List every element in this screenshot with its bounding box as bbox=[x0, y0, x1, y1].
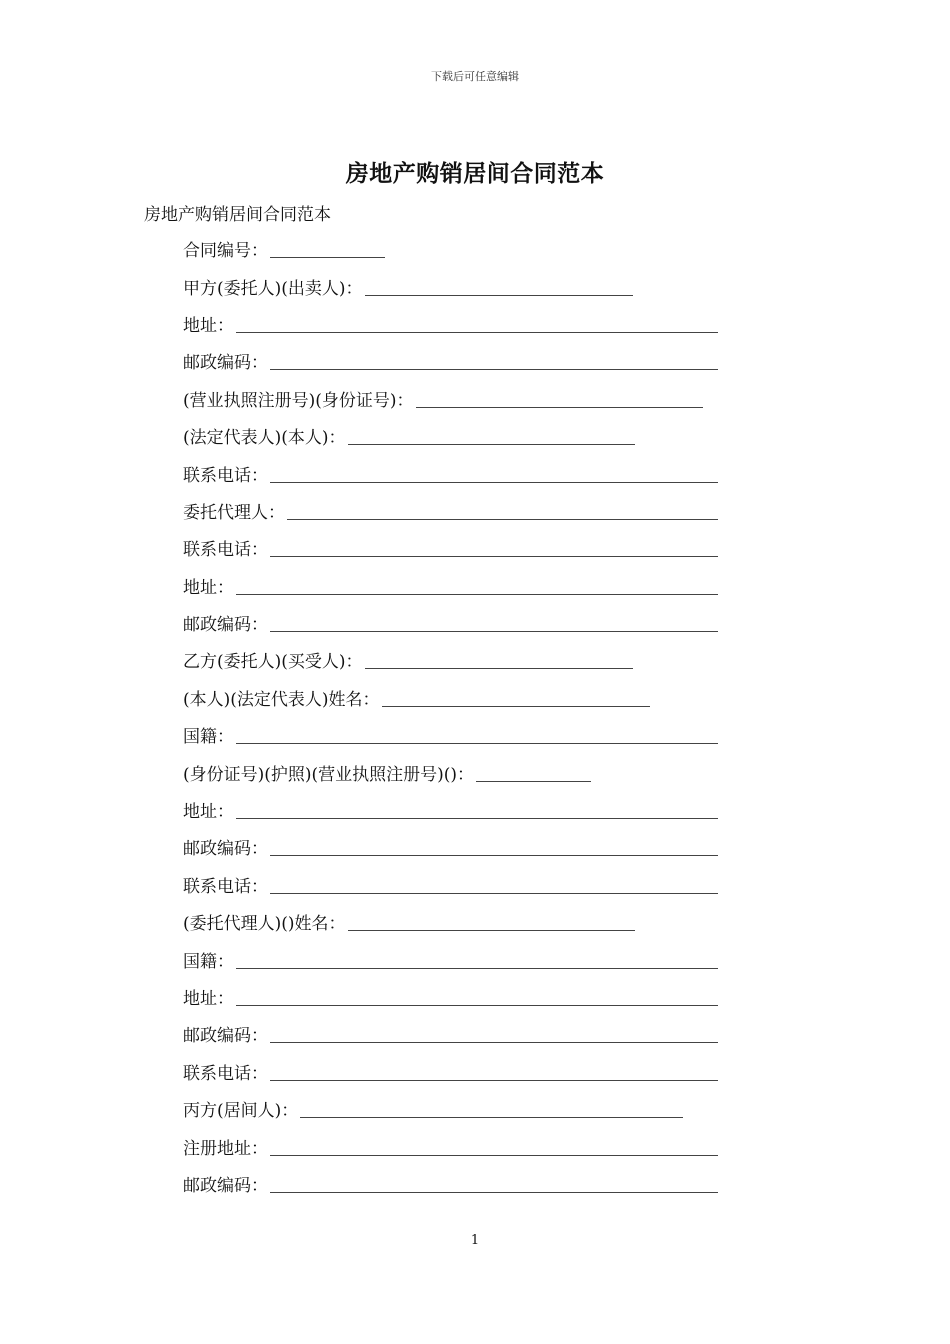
field-label: 合同编号： bbox=[183, 241, 268, 262]
contract-field-row bbox=[183, 978, 723, 1015]
field-label: 地址： bbox=[183, 802, 234, 823]
contract-field-row bbox=[183, 230, 723, 267]
fill-in-blank-line bbox=[270, 875, 718, 894]
field-label: 联系电话： bbox=[183, 1063, 268, 1084]
fill-in-blank-line bbox=[236, 314, 718, 333]
contract-field-row bbox=[183, 940, 723, 977]
field-label: 地址： bbox=[183, 989, 234, 1009]
fill-in-blank-line bbox=[287, 501, 718, 520]
fill-in-blank-line bbox=[270, 1137, 718, 1156]
field-label: 邮政编码： bbox=[183, 839, 268, 860]
fill-in-blank-line bbox=[348, 426, 635, 445]
fill-in-blank-line bbox=[416, 389, 703, 408]
contract-field-row bbox=[183, 342, 723, 379]
field-label: 乙方(委托人)(买受人)： bbox=[183, 652, 363, 673]
contract-field-row bbox=[183, 716, 723, 753]
contract-field-row bbox=[183, 305, 723, 342]
field-label: 联系电话： bbox=[183, 465, 268, 486]
fill-in-blank-line bbox=[382, 688, 650, 707]
field-label: 邮政编码： bbox=[183, 1026, 268, 1047]
contract-field-row bbox=[183, 791, 723, 828]
fill-in-blank-line bbox=[270, 1174, 718, 1193]
contract-field-row bbox=[183, 828, 723, 865]
field-label: 邮政编码： bbox=[183, 1175, 268, 1196]
field-label: 地址： bbox=[183, 315, 234, 336]
fill-in-blank-line bbox=[365, 277, 633, 296]
contract-field-row bbox=[183, 454, 723, 491]
contract-field-row bbox=[183, 866, 723, 903]
field-label: 邮政编码： bbox=[183, 615, 268, 636]
contract-field-row bbox=[183, 567, 723, 604]
field-label: 委托代理人： bbox=[183, 502, 285, 523]
document-subtitle: 房地产购销居间合同范本 bbox=[144, 205, 331, 225]
fill-in-blank-line bbox=[270, 1024, 718, 1043]
field-label: 丙方(居间人)： bbox=[183, 1101, 299, 1122]
contract-field-row bbox=[183, 267, 723, 304]
fill-in-blank-line bbox=[236, 987, 718, 1006]
contract-field-row bbox=[183, 1127, 723, 1164]
contract-field-row bbox=[183, 604, 723, 641]
fill-in-blank-line bbox=[236, 800, 718, 819]
fill-in-blank-line bbox=[270, 239, 385, 258]
fill-in-blank-line bbox=[270, 1062, 718, 1081]
fill-in-blank-line bbox=[270, 837, 718, 856]
contract-field-row bbox=[183, 1165, 723, 1202]
contract-field-row bbox=[183, 641, 723, 678]
contract-field-list bbox=[183, 230, 723, 1202]
contract-field-row bbox=[183, 380, 723, 417]
fill-in-blank-line bbox=[270, 538, 718, 557]
contract-field-row bbox=[183, 1090, 723, 1127]
field-label: 国籍： bbox=[183, 727, 234, 748]
field-label: 邮政编码： bbox=[183, 353, 268, 374]
fill-in-blank-line bbox=[365, 650, 633, 669]
contract-field-row bbox=[183, 492, 723, 529]
field-label: 甲方(委托人)(出卖人)： bbox=[183, 278, 363, 299]
fill-in-blank-line bbox=[236, 576, 718, 595]
contract-field-row bbox=[183, 1053, 723, 1090]
fill-in-blank-line bbox=[476, 763, 591, 782]
contract-field-row bbox=[183, 753, 723, 790]
contract-field-row bbox=[183, 1015, 723, 1052]
fill-in-blank-line bbox=[236, 950, 718, 969]
field-label: 注册地址： bbox=[183, 1138, 268, 1159]
contract-field-row bbox=[183, 679, 723, 716]
fill-in-blank-line bbox=[348, 912, 635, 931]
field-label: (身份证号)(护照)(营业执照注册号)()： bbox=[183, 764, 475, 785]
document-title: 房地产购销居间合同范本 bbox=[345, 160, 605, 187]
field-label: 联系电话： bbox=[183, 540, 268, 561]
field-label: (委托代理人)()姓名： bbox=[183, 914, 346, 935]
header-note: 下载后可任意编辑 bbox=[431, 70, 519, 83]
field-label: 地址： bbox=[183, 577, 234, 598]
fill-in-blank-line bbox=[270, 351, 718, 370]
field-label: (法定代表人)(本人)： bbox=[183, 428, 346, 449]
fill-in-blank-line bbox=[236, 725, 718, 744]
page-number: 1 bbox=[470, 1233, 480, 1248]
contract-field-row bbox=[183, 903, 723, 940]
contract-field-row bbox=[183, 417, 723, 454]
field-label: 联系电话： bbox=[183, 876, 268, 897]
fill-in-blank-line bbox=[270, 464, 718, 483]
field-label: (本人)(法定代表人)姓名： bbox=[183, 689, 380, 710]
fill-in-blank-line bbox=[300, 1099, 683, 1118]
fill-in-blank-line bbox=[270, 613, 718, 632]
contract-field-row bbox=[183, 529, 723, 566]
field-label: 国籍： bbox=[183, 951, 234, 972]
field-label: (营业执照注册号)(身份证号)： bbox=[183, 390, 414, 411]
